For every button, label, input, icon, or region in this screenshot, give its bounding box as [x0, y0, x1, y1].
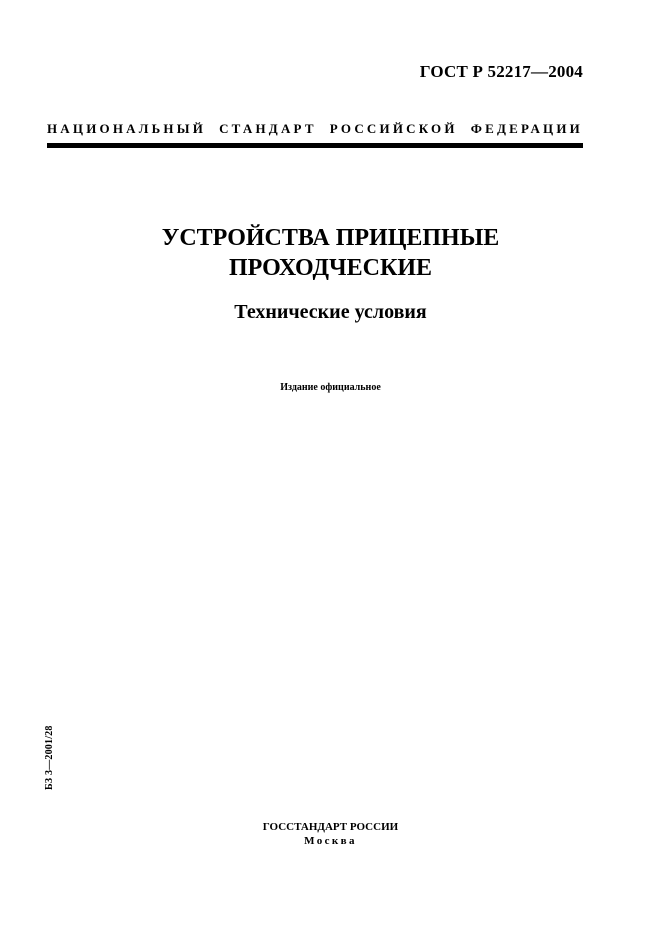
publisher-name: ГОССТАНДАРТ РОССИИ: [262, 821, 399, 833]
publisher-block: [0, 820, 661, 848]
document-number: ГОСТ Р 52217—2004: [419, 62, 583, 81]
title-line-1: УСТРОЙСТВА ПРИЦЕПНЫЕ: [161, 225, 500, 251]
document-title: [0, 223, 661, 283]
document-subtitle: Технические условия: [234, 301, 427, 323]
standard-designation: НАЦИОНАЛЬНЫЙ СТАНДАРТ РОССИЙСКОЙ ФЕДЕРАЦИИ: [47, 121, 583, 136]
edition-note: Издание официальное: [280, 382, 381, 393]
side-mark: БЗ 3—2001/28: [44, 725, 55, 790]
publisher-city: Москва: [304, 835, 357, 847]
header-rule: [47, 143, 583, 148]
title-line-2: ПРОХОДЧЕСКИЕ: [228, 255, 433, 281]
